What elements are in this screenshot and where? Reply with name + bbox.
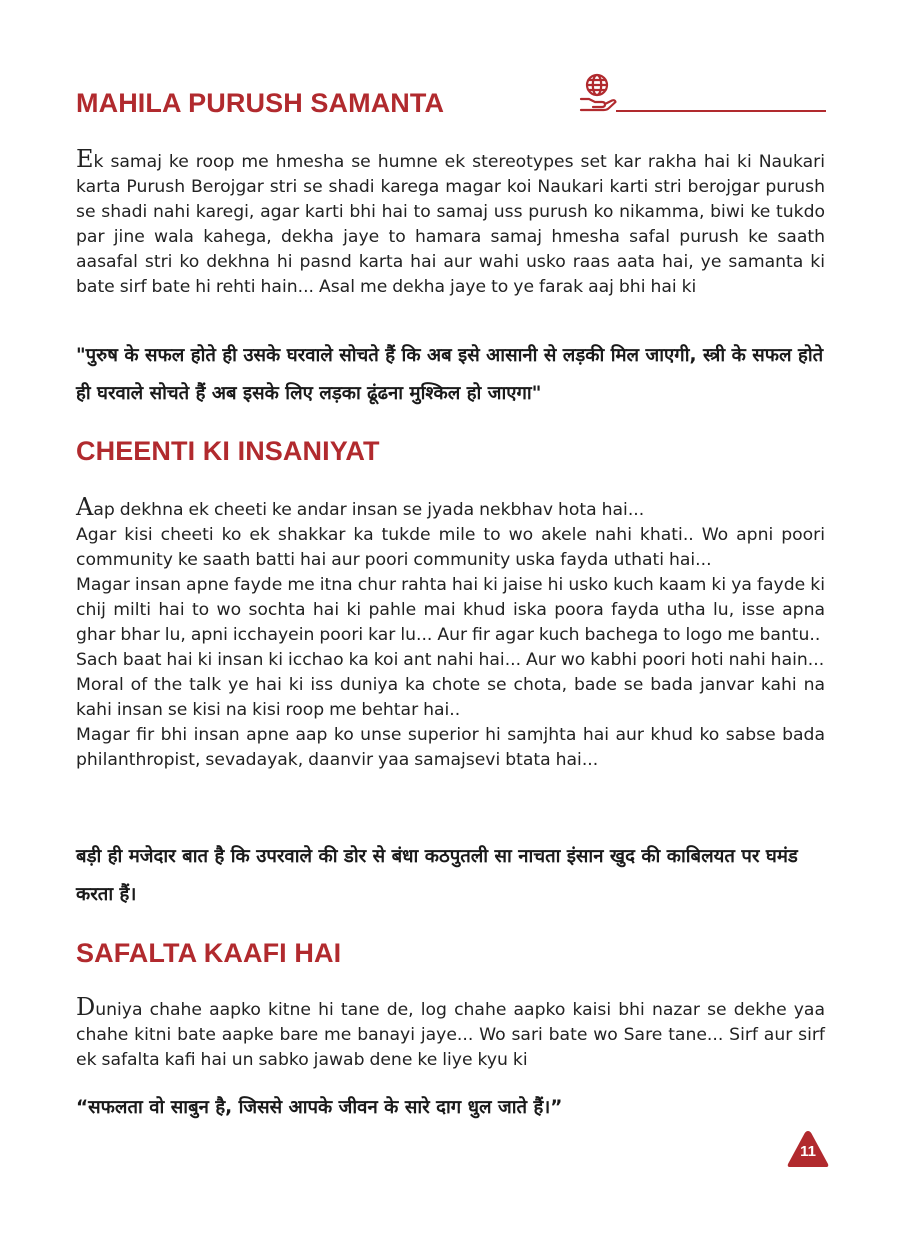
- hindi-quote: “सफलता वो साबुन है, जिससे आपके जीवन के सारे दाग धुल जाते हैं।”: [76, 1097, 563, 1118]
- paragraph-text: uniya chahe aapko kitne hi tane de, log chahe aapko kaisi bhi nazar se dekhe yaa chahe kitni bate aapke bare me banayi jaye... Wo sari bate wo Sare tane... Sirf aur sirf ek safalta kafi hai un sabko jawab dene ke liye kyu ki: [76, 1000, 825, 1070]
- section-body: [76, 147, 825, 300]
- paragraph: [76, 495, 825, 523]
- hindi-quote: "पुरुष के सफल होते ही उसके घरवाले सोचते हैं कि अब इसे आसानी से लड़की मिल जाएगी, स्त्री के सफल होते ही घरवाले सोचते हैं अब इसके लिए लड़का ढूंढना मुश्किल हो जाएगा": [76, 345, 824, 404]
- paragraph-text: ap dekhna ek cheeti ke andar insan se jyada nekbhav hota hai...: [93, 500, 645, 520]
- paragraph: Sach baat hai ki insan ki icchao ka koi ant nahi hai... Aur wo kabhi poori hoti nahi hain...: [76, 650, 825, 670]
- header-decoration: [578, 72, 826, 114]
- section-heading: SAFALTA KAAFI HAI: [76, 938, 342, 968]
- drop-cap: D: [76, 993, 96, 1021]
- paragraph: Magar insan apne fayde me itna chur rahta hai ki jaise hi usko kuch kaam ki ya fayde ki chij milti hai to wo sochta hai ki pahle mai khud iska poora fayda utha lu, isse apna ghar bhar lu, apni icchayein poori kar lu... Aur fir agar kuch bachega to logo me bantu..: [76, 575, 825, 645]
- paragraph: Agar kisi cheeti ko ek shakkar ka tukde mile to wo akele nahi khati.. Wo apni poori community ke saath batti hai aur poori community uska fayda uthati hai...: [76, 525, 825, 570]
- section-body: [76, 995, 825, 1073]
- section-heading: CHEENTI KI INSANIYAT: [76, 436, 380, 466]
- header-rule: [616, 110, 826, 112]
- paragraph: [76, 995, 825, 1073]
- paragraph: [76, 147, 825, 300]
- section-body: [76, 495, 825, 773]
- page-number-badge: [786, 1129, 830, 1169]
- section-heading: MAHILA PURUSH SAMANTA: [76, 88, 445, 118]
- hindi-quote: बड़ी ही मजेदार बात है कि उपरवाले की डोर से बंधा कठपुतली सा नाचता इंसान खुद की काबिलयत पर घमंड करता हैं।: [76, 846, 798, 905]
- page-number: 11: [800, 1143, 816, 1160]
- drop-cap: A: [76, 493, 94, 521]
- drop-cap: E: [76, 145, 94, 173]
- paragraph: Moral of the talk ye hai ki iss duniya ka chote se chota, bade se bada janvar kahi na kahi insan se kisi na kisi roop me behtar hai..: [76, 675, 825, 720]
- globe-hand-icon: [578, 72, 618, 114]
- paragraph-text: k samaj ke roop me hmesha se humne ek stereotypes set kar rakha hai ki Naukari karta Purush Berojgar stri se shadi karega magar koi Naukari karti stri berojgar purush se shadi nahi karegi, agar karti bhi hai to samaj uss purush ko nikamma, biwi ke tukdo par jine wala kahega, dekha jaye to hamara samaj hmesha safal purush ke saath aasafal stri ko dekhna hi pasnd karta hai aur wahi usko raas aata hai, ye samanta ki bate sirf bate hi rehti hain... Asal me dekha jaye to ye farak aaj bhi hai ki: [76, 152, 825, 297]
- paragraph: Magar fir bhi insan apne aap ko unse superior hi samjhta hai aur khud ko sabse bada philanthropist, sevadayak, daanvir yaa samajsevi btata hai...: [76, 725, 825, 770]
